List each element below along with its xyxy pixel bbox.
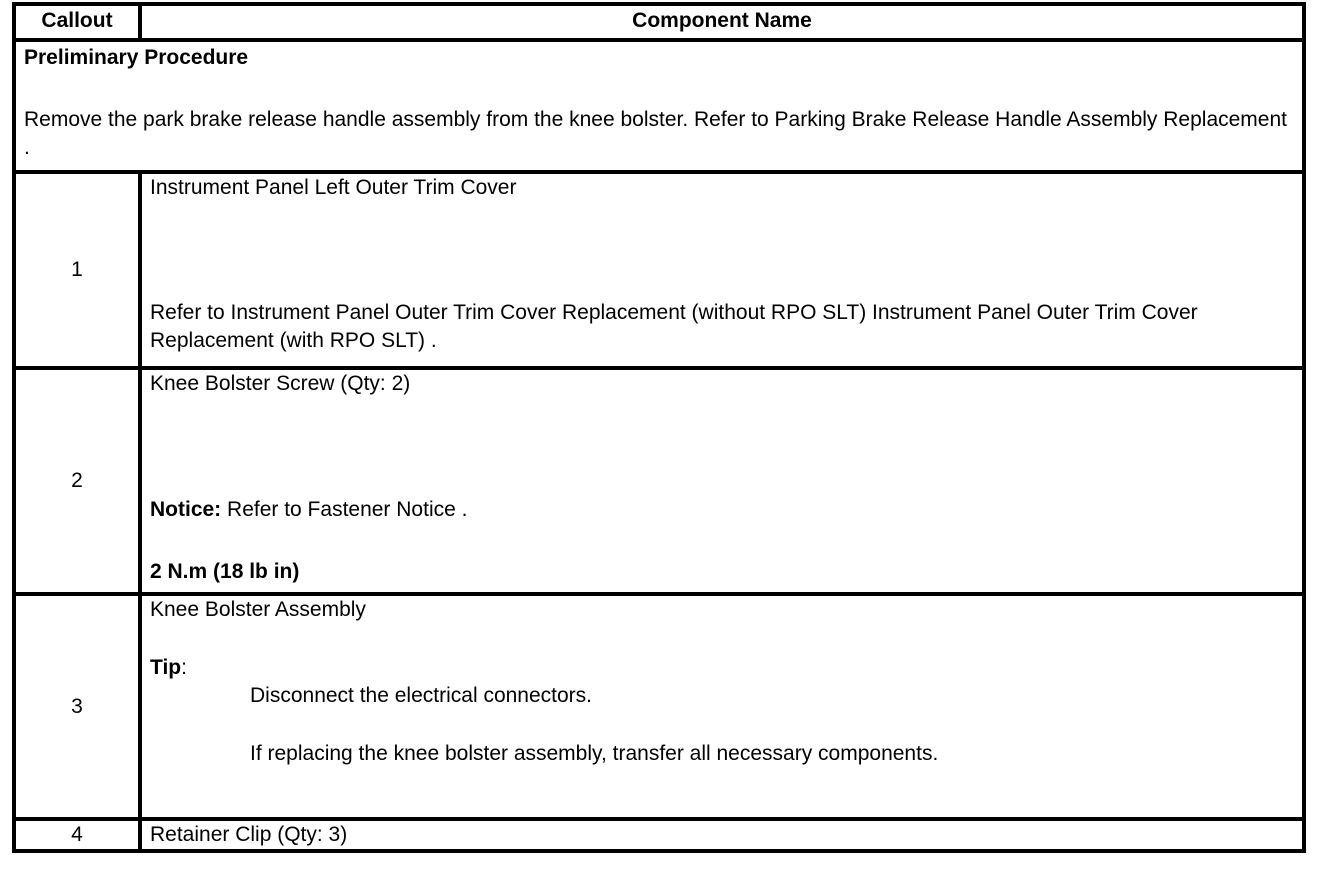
torque-spec: 2 N.m (18 lb in)	[150, 560, 300, 583]
preliminary-cell	[14, 40, 1304, 172]
table-row	[14, 819, 1304, 851]
refer-text: Refer to Instrument Panel Outer Trim Cover Replacement (without RPO SLT) Instrument Panel Outer Trim Cover Replacement (with RPO SLT) .	[150, 301, 1198, 352]
procedure-table	[12, 2, 1306, 853]
header-row	[14, 4, 1304, 40]
header-callout: Callout	[14, 4, 140, 40]
procedure-table-frame	[12, 2, 1306, 853]
notice-line	[150, 496, 1294, 524]
tip-item: Disconnect the electrical connectors.	[250, 684, 592, 707]
component-name: Instrument Panel Left Outer Trim Cover	[150, 176, 517, 199]
component-cell	[140, 172, 1304, 368]
tip-colon: :	[181, 656, 187, 679]
component-name: Knee Bolster Screw (Qty: 2)	[150, 372, 411, 395]
preliminary-title: Preliminary Procedure	[24, 46, 249, 69]
notice-text: Refer to Fastener Notice .	[221, 498, 468, 521]
callout-number: 2	[14, 368, 140, 594]
callout-number: 3	[14, 594, 140, 819]
tip-item: If replacing the knee bolster assembly, transfer all necessary components.	[250, 742, 939, 765]
tip-label: Tip	[150, 656, 182, 679]
notice-label: Notice:	[150, 498, 222, 521]
tip-line	[150, 654, 1294, 682]
callout-number: 1	[14, 172, 140, 368]
preliminary-text: Remove the park brake release handle assembly from the knee bolster. Refer to Parking Brake Release Handle Assembly Replacement .	[24, 108, 1287, 159]
component-cell	[140, 819, 1304, 851]
component-name: Retainer Clip (Qty: 3)	[150, 823, 348, 846]
component-cell	[140, 594, 1304, 819]
header-component-name: Component Name	[140, 4, 1304, 40]
component-cell	[140, 368, 1304, 594]
table-row	[14, 368, 1304, 594]
preliminary-row	[14, 40, 1304, 172]
callout-number: 4	[14, 819, 140, 851]
component-name: Knee Bolster Assembly	[150, 598, 366, 621]
table-row	[14, 594, 1304, 819]
table-row	[14, 172, 1304, 368]
